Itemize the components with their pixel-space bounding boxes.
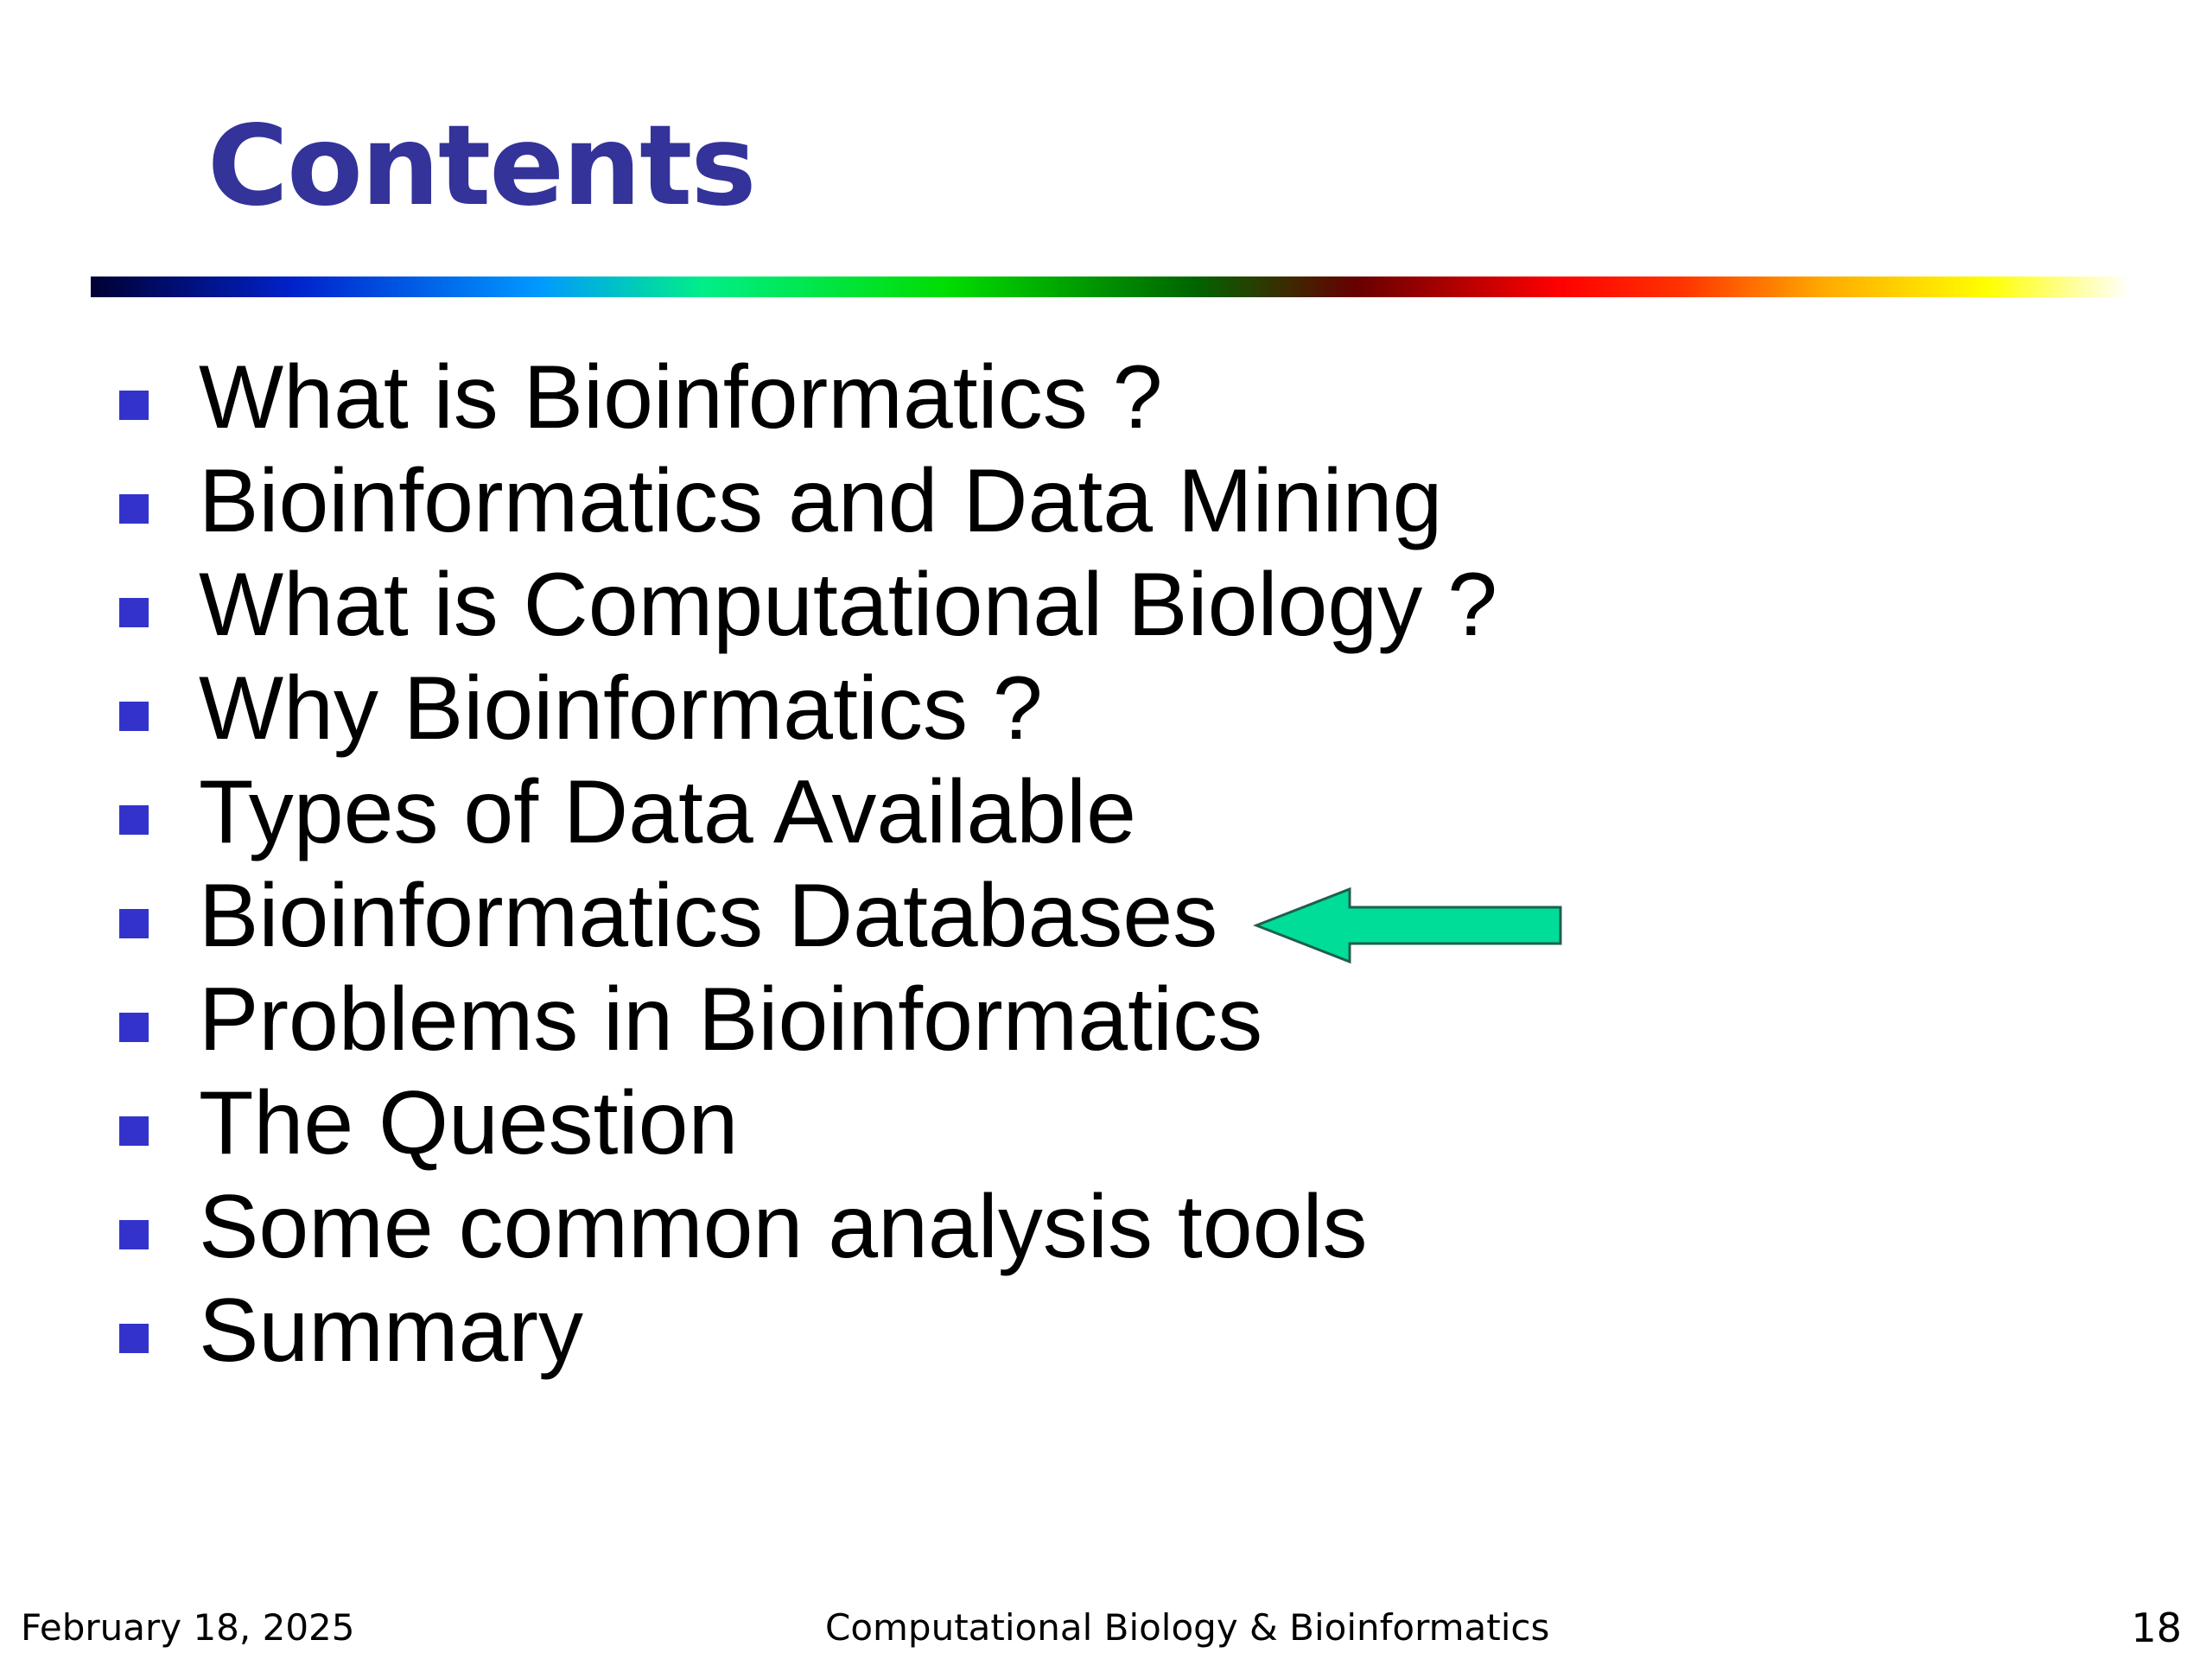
list-item-text: What is Computational Biology ? xyxy=(199,555,1497,655)
slide-title: Contents xyxy=(207,102,755,231)
square-bullet-icon xyxy=(119,391,149,420)
list-item xyxy=(0,1071,1555,1175)
rainbow-divider xyxy=(91,276,2130,297)
list-item xyxy=(0,657,1555,760)
square-bullet-icon xyxy=(119,1013,149,1042)
arrow-shape xyxy=(1256,889,1560,962)
list-item-text: The Question xyxy=(199,1073,739,1173)
list-item xyxy=(0,553,1555,657)
square-bullet-icon xyxy=(119,702,149,731)
list-item xyxy=(0,1175,1555,1279)
slide-number: 18 xyxy=(2131,1605,2182,1651)
list-item-text: Types of Data Available xyxy=(199,762,1136,862)
list-item xyxy=(0,346,1555,449)
footer-date: February 18, 2025 xyxy=(21,1606,355,1649)
square-bullet-icon xyxy=(119,1220,149,1249)
list-item xyxy=(0,760,1555,864)
list-item-text: Some common analysis tools xyxy=(199,1177,1368,1277)
square-bullet-icon xyxy=(119,909,149,938)
list-item xyxy=(0,449,1555,553)
square-bullet-icon xyxy=(119,805,149,835)
list-item-text: Bioinformatics Databases xyxy=(199,866,1218,966)
square-bullet-icon xyxy=(119,1324,149,1353)
square-bullet-icon xyxy=(119,598,149,627)
square-bullet-icon xyxy=(119,1116,149,1146)
square-bullet-icon xyxy=(119,494,149,524)
list-item-text: Problems in Bioinformatics xyxy=(199,969,1263,1070)
list-item-text: Why Bioinformatics ? xyxy=(199,658,1043,759)
footer-title: Computational Biology & Bioinformatics xyxy=(825,1606,1550,1649)
list-item xyxy=(0,1279,1555,1382)
list-item xyxy=(0,968,1555,1071)
left-arrow-icon xyxy=(1253,886,1564,965)
list-item-text: Summary xyxy=(199,1281,583,1381)
list-item-text: Bioinformatics and Data Mining xyxy=(199,451,1443,551)
list-item-text: What is Bioinformatics ? xyxy=(199,347,1163,448)
